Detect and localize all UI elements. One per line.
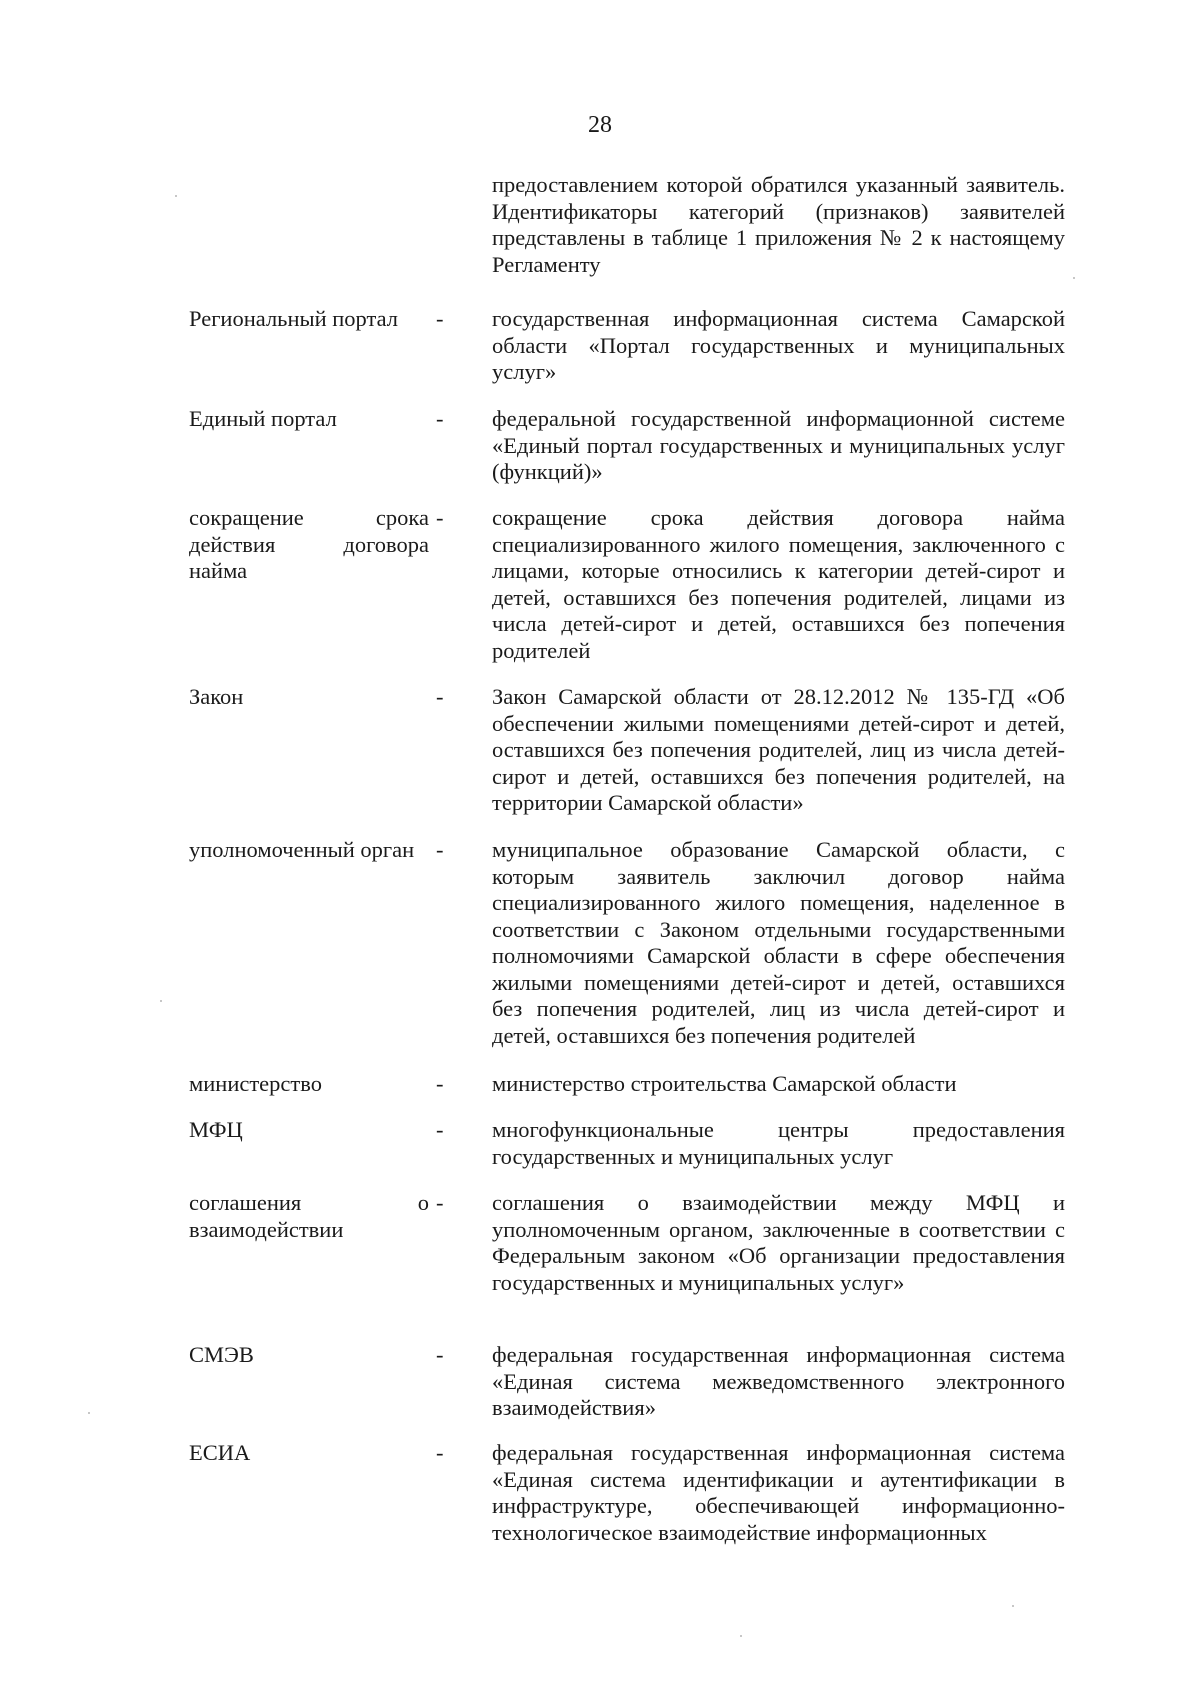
definition-esia: федеральная государственная информационная система «Единая система идентификации и аутентификации в инфраструктуре, обеспечивающей информационно-технологическое взаимодействие информационных [492,1440,1065,1545]
term-separator-dash: - [436,306,444,331]
term-mfc: МФЦ [189,1117,243,1142]
term-esia: ЕСИА [189,1440,251,1465]
term-separator-dash: - [436,684,444,709]
definition-mfc: многофункциональные центры предоставления государственных и муниципальных услуг [492,1117,1065,1169]
term-smev: СМЭВ [189,1342,254,1367]
definition-unified-portal: федеральной государственной информационной системе «Единый портал государственных и муниципальных услуг (функций)» [492,406,1065,484]
term-separator-dash: - [436,1342,444,1367]
term-separator-dash: - [436,1190,444,1215]
term-separator-dash: - [436,505,444,530]
term-regional-portal: Региональный портал [189,306,399,331]
scan-speck [160,1000,162,1002]
scan-speck [175,195,177,197]
definition-law: Закон Самарской области от 28.12.2012 № 135-ГД «Об обеспечении жилыми помещениями детей-сирот и детей, оставшихся без попечения родителей, лиц из числа детей-сирот и детей, оставшихся без попечения родителей, на территории Самарской области» [492,684,1065,815]
term-lease-term-reduction: сокращение срока действия договора найма [189,505,429,583]
definition-lease-term-reduction: сокращение срока действия договора найма специализированного жилого помещения, заключенного с лицами, которые относились к категории детей-сирот и детей, оставшихся без попечения родителей, лицами из числа детей-сирот и детей, оставшихся без попечения родителей [492,505,1065,663]
term-separator-dash: - [436,1117,444,1142]
term-separator-dash: - [436,406,444,431]
term-law: Закон [189,684,244,709]
term-ministry: министерство [189,1071,322,1096]
term-separator-dash: - [436,1071,444,1096]
term-authorized-body: уполномоченный орган [189,837,415,862]
definition-ministry: министерство строительства Самарской области [492,1071,957,1096]
term-separator-dash: - [436,1440,444,1465]
term-separator-dash: - [436,837,444,862]
definition-regional-portal: государственная информационная система Самарской области «Портал государственных и муниципальных услуг» [492,306,1065,384]
term-interaction-agreements: соглашения о взаимодействии [189,1190,429,1242]
scan-speck [740,1635,742,1637]
definition-interaction-agreements: соглашения о взаимодействии между МФЦ и уполномоченным органом, заключенные в соответствии с Федеральным законом «Об организации предоставления государственных и муниципальных услуг» [492,1190,1065,1295]
page-number: 28 [588,112,612,138]
intro-continuation-text: предоставлением которой обратился указанный заявитель. Идентификаторы категорий (признаков) заявителей представлены в таблице 1 приложения № 2 к настоящему Регламенту [492,172,1065,277]
definition-authorized-body: муниципальное образование Самарской области, с которым заявитель заключил договор найма специализированного жилого помещения, наделенное в соответствии с Законом отдельными государственными полномочиями Самарской области в сфере обеспечения жилыми помещениями детей-сирот и детей, оставшихся без попечения родителей, лиц из числа детей-сирот и детей, оставшихся без попечения родителей [492,837,1065,1048]
definition-smev: федеральная государственная информационная система «Единая система межведомственного электронного взаимодействия» [492,1342,1065,1420]
scan-speck [88,1412,90,1414]
scan-speck [1012,1605,1014,1607]
term-unified-portal: Единый портал [189,406,337,431]
scan-speck [1073,277,1075,279]
